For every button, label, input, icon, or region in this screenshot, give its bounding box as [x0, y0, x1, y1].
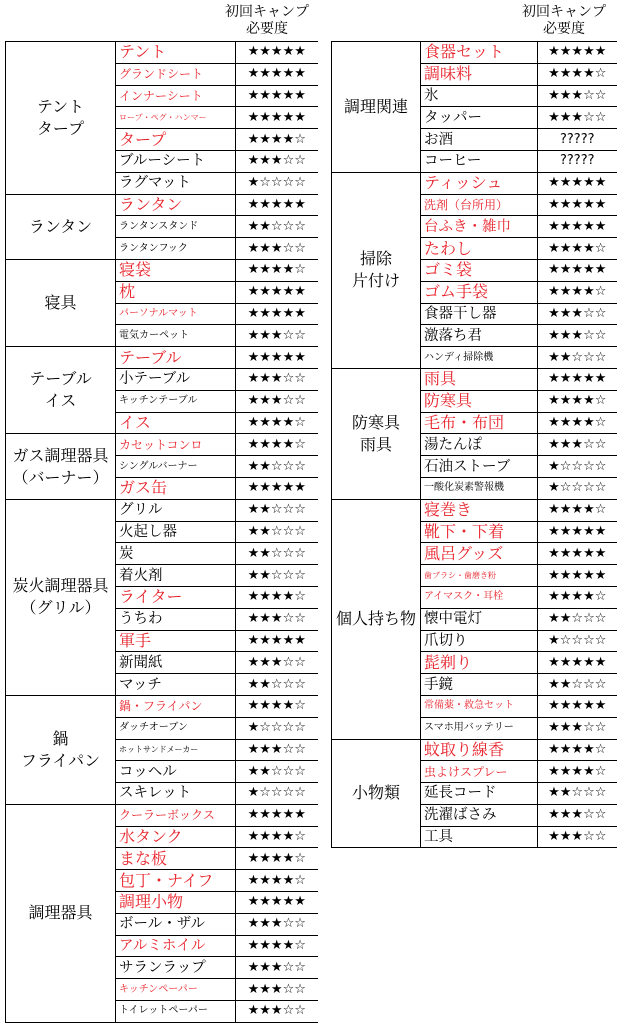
checklist-table-left [5, 41, 318, 1023]
item-name: インナーシート [116, 85, 236, 107]
table-row [332, 739, 617, 761]
item-name: 髭剃り [421, 652, 538, 674]
category-label: 炭火調理器具 （グリル） [6, 499, 116, 695]
item-rating: ★★★★☆ [236, 826, 318, 848]
item-rating: ★★★★★ [236, 630, 318, 652]
item-name: 食器セット [421, 42, 538, 64]
category-label: 小物類 [332, 739, 421, 848]
item-name: 火起し器 [116, 521, 236, 543]
item-name: ブルーシート [116, 150, 236, 172]
item-name: アルミホイル [116, 935, 236, 957]
item-name: ラグマット [116, 172, 236, 194]
item-rating: ★★★★☆ [236, 434, 318, 456]
item-rating: ★★★☆☆ [236, 390, 318, 412]
item-rating: ★★★★★ [538, 368, 617, 390]
item-rating: ★★★★☆ [538, 412, 617, 434]
item-rating: ★★★★☆ [236, 870, 318, 892]
table-row [6, 499, 318, 521]
item-name: アイマスク・耳栓 [421, 586, 538, 608]
column-header-left-line2: 必要度 [246, 21, 288, 37]
item-name: 洗濯ばさみ [421, 804, 538, 826]
item-rating: ★★★☆☆ [236, 957, 318, 979]
item-name: イス [116, 412, 236, 434]
category-label: 寝具 [6, 259, 116, 346]
item-name: 寝巻き [421, 499, 538, 521]
item-rating: ★★★★★ [236, 892, 318, 914]
item-rating: ★★★☆☆ [538, 85, 617, 107]
table-row [6, 259, 318, 281]
item-rating: ★★★☆☆ [236, 368, 318, 390]
checklist-table-right [331, 41, 617, 848]
item-rating: ★★★☆☆ [538, 434, 617, 456]
item-rating: ★★★★★ [538, 652, 617, 674]
category-label: ランタン [6, 194, 116, 259]
item-name: コッヘル [116, 761, 236, 783]
item-name: 調味料 [421, 63, 538, 85]
category-label: テント タープ [6, 42, 116, 195]
item-name: 手鏡 [421, 674, 538, 696]
item-rating: ★★★☆☆ [236, 150, 318, 172]
item-name: 湯たんぽ [421, 434, 538, 456]
item-name: 寝袋 [116, 259, 236, 281]
item-rating: ★★★☆☆ [538, 717, 617, 739]
item-name: トイレットペーパー [116, 1001, 236, 1023]
item-rating: ★★★★☆ [538, 238, 617, 260]
item-name: 一酸化炭素警報機 [421, 477, 538, 499]
item-rating: ★★☆☆☆ [236, 565, 318, 587]
item-rating: ★★★★★ [538, 42, 617, 64]
item-name: 雨具 [421, 368, 538, 390]
item-name: 蚊取り線香 [421, 739, 538, 761]
item-name: ゴミ袋 [421, 259, 538, 281]
item-name: パーソナルマット [116, 303, 236, 325]
item-rating: ★☆☆☆☆ [236, 717, 318, 739]
item-name: ランタンスタンド [116, 216, 236, 238]
item-name: うちわ [116, 608, 236, 630]
item-rating: ★★☆☆☆ [538, 608, 617, 630]
item-name: 激落ち君 [421, 325, 538, 347]
item-name: 爪切り [421, 630, 538, 652]
item-rating: ★★★★☆ [236, 259, 318, 281]
item-name: ライター [116, 586, 236, 608]
item-name: シングルバーナー [116, 456, 236, 478]
category-label: ガス調理器具 （バーナー） [6, 434, 116, 499]
table-row [6, 347, 318, 369]
item-name: 氷 [421, 85, 538, 107]
item-name: クーラーボックス [116, 804, 236, 826]
table-row [6, 194, 318, 216]
item-name: ロープ・ペグ・ハンマー [116, 107, 236, 129]
item-rating: ★★★★☆ [236, 412, 318, 434]
item-name: 包丁・ナイフ [116, 870, 236, 892]
item-name: ホットサンドメーカー [116, 739, 236, 761]
item-name: マッチ [116, 674, 236, 696]
item-name: テント [116, 42, 236, 64]
item-name: ティッシュ [421, 172, 538, 194]
item-name: ボール・ザル [116, 913, 236, 935]
item-rating: ★★★★★ [538, 695, 617, 717]
item-rating: ★★★★★ [236, 281, 318, 303]
item-rating: ★★★☆☆ [236, 238, 318, 260]
item-rating: ★★☆☆☆ [236, 761, 318, 783]
item-rating: ★★★★★ [236, 107, 318, 129]
item-rating: ★★☆☆☆ [538, 347, 617, 369]
item-rating: ★★★★★ [236, 194, 318, 216]
item-rating: ★★★★☆ [538, 281, 617, 303]
item-rating: ★★★★★ [236, 63, 318, 85]
item-rating: ★★★★☆ [236, 848, 318, 870]
item-name: ゴム手袋 [421, 281, 538, 303]
item-name: 枕 [116, 281, 236, 303]
item-rating: ★★★☆☆ [538, 826, 617, 848]
item-rating: ★★★☆☆ [538, 303, 617, 325]
item-rating: ★☆☆☆☆ [538, 477, 617, 499]
category-label: 個人持ち物 [332, 499, 421, 739]
item-rating: ★★★★☆ [236, 695, 318, 717]
item-name: 軍手 [116, 630, 236, 652]
item-rating: ★★☆☆☆ [236, 674, 318, 696]
item-rating: ★★★★★ [538, 565, 617, 587]
item-name: 延長コード [421, 783, 538, 805]
item-rating: ★★★★☆ [538, 739, 617, 761]
item-rating: ★★★★★ [236, 303, 318, 325]
item-rating: ★★★☆☆ [236, 979, 318, 1001]
item-name: サランラップ [116, 957, 236, 979]
table-row [6, 42, 318, 64]
item-rating: ★★★★★ [538, 172, 617, 194]
item-name: キッチンテーブル [116, 390, 236, 412]
column-header-left [212, 4, 322, 38]
table-row [332, 368, 617, 390]
category-label: 調理器具 [6, 804, 116, 1022]
item-rating: ★★★★★ [538, 194, 617, 216]
item-rating: ★★★☆☆ [236, 739, 318, 761]
item-name: 調理小物 [116, 892, 236, 914]
item-rating: ★★☆☆☆ [236, 456, 318, 478]
table-row [6, 434, 318, 456]
item-name: ハンディ掃除機 [421, 347, 538, 369]
item-name: 炭 [116, 543, 236, 565]
item-name: 台ふき・雑巾 [421, 216, 538, 238]
category-label: 掃除 片付け [332, 172, 421, 368]
item-name: まな板 [116, 848, 236, 870]
item-rating: ★☆☆☆☆ [538, 630, 617, 652]
item-name: タープ [116, 129, 236, 151]
item-rating: ★★★★☆ [236, 129, 318, 151]
item-name: 電気カーペット [116, 325, 236, 347]
item-rating: ★★☆☆☆ [236, 499, 318, 521]
item-rating: ????? [538, 150, 617, 172]
item-rating: ★★★★★ [236, 477, 318, 499]
item-rating: ★★★★☆ [538, 63, 617, 85]
item-rating: ★★☆☆☆ [538, 783, 617, 805]
item-name: 防寒具 [421, 390, 538, 412]
item-name: コーヒー [421, 150, 538, 172]
item-name: 新聞紙 [116, 652, 236, 674]
item-rating: ★★★★★ [236, 85, 318, 107]
column-header-right [509, 4, 619, 38]
item-name: 鍋・フライパン [116, 695, 236, 717]
item-rating: ★★★★☆ [538, 390, 617, 412]
item-rating: ★★★★★ [236, 804, 318, 826]
item-name: 常備薬・救急セット [421, 695, 538, 717]
item-rating: ★★★★★ [236, 42, 318, 64]
item-name: 虫よけスプレー [421, 761, 538, 783]
item-rating: ★★★☆☆ [236, 652, 318, 674]
item-name: 工具 [421, 826, 538, 848]
table-row [6, 804, 318, 826]
item-name: テーブル [116, 347, 236, 369]
item-rating: ★★★★☆ [236, 586, 318, 608]
item-name: キッチンペーパー [116, 979, 236, 1001]
column-header-right-line1: 初回キャンプ [522, 4, 606, 20]
item-rating: ★★★☆☆ [538, 804, 617, 826]
item-rating: ★★★☆☆ [538, 325, 617, 347]
item-name: たわし [421, 238, 538, 260]
item-rating: ★★★☆☆ [236, 913, 318, 935]
item-name: タッパー [421, 107, 538, 129]
item-rating: ★★☆☆☆ [236, 216, 318, 238]
item-name: スキレット [116, 783, 236, 805]
item-name: 水タンク [116, 826, 236, 848]
item-rating: ★★★★☆ [236, 935, 318, 957]
item-name: 洗剤（台所用） [421, 194, 538, 216]
table-row [6, 695, 318, 717]
item-rating: ★★★☆☆ [538, 107, 617, 129]
category-label: 防寒具 雨具 [332, 368, 421, 499]
item-rating: ★★★★☆ [538, 586, 617, 608]
item-name: 食器干し器 [421, 303, 538, 325]
item-rating: ★★★★★ [538, 521, 617, 543]
item-name: 石油ストーブ [421, 456, 538, 478]
item-rating: ★★★★★ [236, 347, 318, 369]
category-label: テーブル イス [6, 347, 116, 434]
item-rating: ★☆☆☆☆ [538, 456, 617, 478]
table-row [332, 499, 617, 521]
item-name: ガス缶 [116, 477, 236, 499]
item-name: 着火剤 [116, 565, 236, 587]
item-rating: ★★★★★ [538, 543, 617, 565]
item-rating: ★★★☆☆ [236, 608, 318, 630]
item-name: お酒 [421, 129, 538, 151]
table-row [332, 172, 617, 194]
item-rating: ★★☆☆☆ [236, 543, 318, 565]
item-rating: ★★★☆☆ [236, 1001, 318, 1023]
item-rating: ★★★★☆ [538, 499, 617, 521]
item-name: グランドシート [116, 63, 236, 85]
item-rating: ★★★★☆ [538, 761, 617, 783]
item-rating: ★★★☆☆ [236, 325, 318, 347]
item-name: カセットコンロ [116, 434, 236, 456]
column-header-left-line1: 初回キャンプ [225, 4, 309, 20]
item-rating: ★★★★★ [538, 259, 617, 281]
item-name: 風呂グッズ [421, 543, 538, 565]
item-name: 小テーブル [116, 368, 236, 390]
item-name: 歯ブラシ・歯磨き粉 [421, 565, 538, 587]
item-name: スマホ用バッテリー [421, 717, 538, 739]
item-name: ダッチオーブン [116, 717, 236, 739]
item-rating: ★★★★★ [538, 216, 617, 238]
item-name: 靴下・下着 [421, 521, 538, 543]
item-name: グリル [116, 499, 236, 521]
item-rating: ★☆☆☆☆ [236, 783, 318, 805]
item-rating: ★☆☆☆☆ [236, 172, 318, 194]
item-name: ランタンフック [116, 238, 236, 260]
item-name: 毛布・布団 [421, 412, 538, 434]
column-header-right-line2: 必要度 [543, 21, 585, 37]
category-label: 調理関連 [332, 42, 421, 173]
item-rating: ????? [538, 129, 617, 151]
item-name: ランタン [116, 194, 236, 216]
item-rating: ★★☆☆☆ [236, 521, 318, 543]
item-name: 懐中電灯 [421, 608, 538, 630]
table-row [332, 42, 617, 64]
category-label: 鍋 フライパン [6, 695, 116, 804]
item-rating: ★★☆☆☆ [538, 674, 617, 696]
